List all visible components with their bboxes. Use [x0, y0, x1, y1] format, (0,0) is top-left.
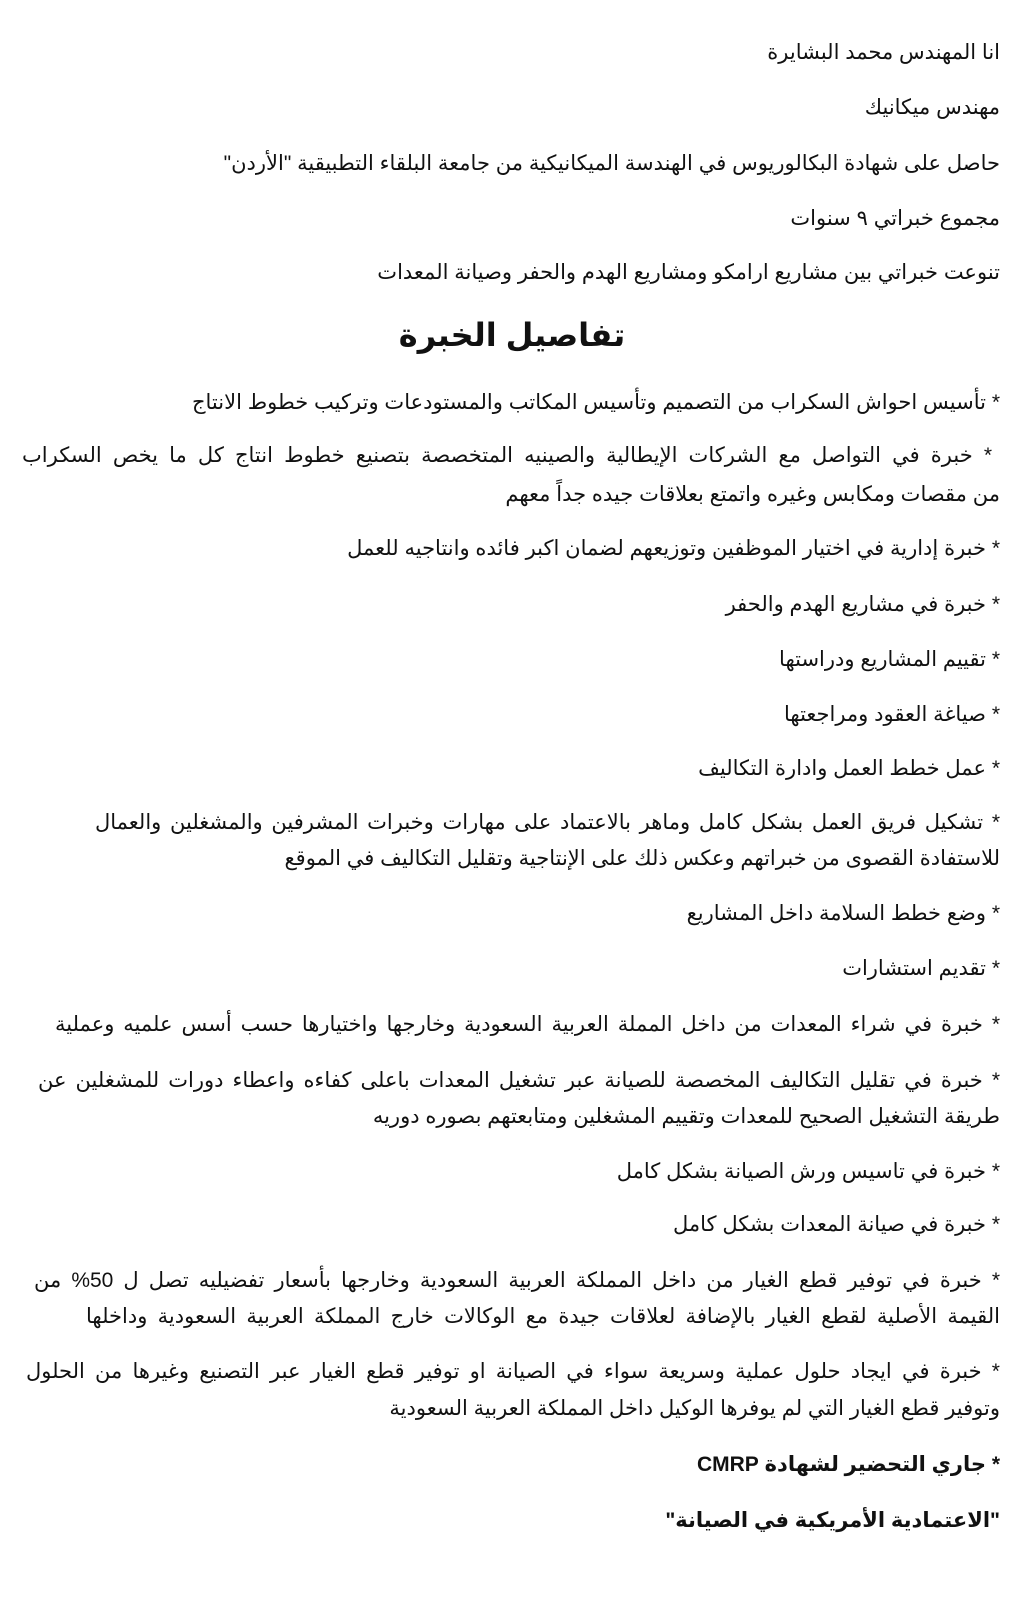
bullet-item: * تأسيس احواش السكراب من التصميم وتأسيس المكاتب والمستودعات وتركيب خطوط الانتاج [191, 391, 1000, 414]
intro-line-years: مجموع خبراتي ٩ سنوات [790, 207, 1000, 230]
bullet-item: * تشكيل فريق العمل بشكل كامل وماهر بالاعتماد على مهارات وخبرات المشرفين والمشغلين والعمال [95, 811, 1000, 834]
bullet-item: * خبرة في ايجاد حلول عملية وسريعة سواء في الصيانة او توفير قطع الغيار عبر التصنيع وغيرها من الحلول [26, 1360, 1000, 1383]
bullet-item: * خبرة في تاسيس ورش الصيانة بشكل كامل [616, 1160, 1000, 1183]
cert-line: * جاري التحضير لشهادة CMRP [696, 1453, 1000, 1476]
intro-line-experience: تنوعت خبراتي بين مشاريع ارامكو ومشاريع الهدم والحفر وصيانة المعدات [377, 261, 1000, 284]
bullet-item: * خبرة في تقليل التكاليف المخصصة للصيانة عبر تشغيل المعدات باعلى كفاءه واعطاء دورات للمشغلين عن [38, 1069, 1000, 1092]
bullet-item: * صياغة العقود ومراجعتها [783, 703, 1000, 726]
intro-line-name: انا المهندس محمد البشايرة [767, 41, 1000, 64]
section-heading: تفاصيل الخبرة [398, 317, 626, 353]
bullet-item: * خبرة في مشاريع الهدم والحفر [725, 593, 1000, 616]
bullet-item: * خبرة في توفير قطع الغيار من داخل المملكة العربية السعودية وخارجها بأسعار تفضيليه تصل ل 50% من [34, 1269, 1000, 1292]
bullet-item: * خبرة في صيانة المعدات بشكل كامل [672, 1213, 1000, 1236]
bullet-item-cont: للاستفادة القصوى من خبراتهم وعكس ذلك على الإنتاجية وتقليل التكاليف في الموقع [284, 847, 1000, 870]
bullet-item: * عمل خطط العمل وادارة التكاليف [698, 757, 1000, 780]
bullet-item: * خبرة في شراء المعدات من داخل المملة العربية السعودية وخارجها واختيارها حسب أسس علميه وعملية [55, 1013, 1000, 1036]
intro-line-title: مهندس ميكانيك [864, 96, 1000, 119]
bullet-item-cont: وتوفير قطع الغيار التي لم يوفرها الوكيل داخل المملكة العربية السعودية [389, 1397, 1000, 1420]
bullet-item: * تقييم المشاريع ودراستها [779, 648, 1000, 671]
bullet-item-cont: من مقصات ومكابس وغيره واتمتع بعلاقات جيده جداً معهم [505, 483, 1000, 506]
bullet-item: * وضع خطط السلامة داخل المشاريع [686, 902, 1000, 925]
bullet-item-cont: طريقة التشغيل الصحيح للمعدات وتقييم المشغلين ومتابعتهم بصوره دوريه [372, 1105, 1000, 1128]
bullet-item: * تقديم استشارات [842, 957, 1000, 980]
bullet-item-cont: القيمة الأصلية لقطع الغيار بالإضافة لعلاقات جيدة مع الوكالات خارج المملكة العربية السعودية وداخلها [86, 1305, 1000, 1328]
intro-line-degree: حاصل على شهادة البكالوريوس في الهندسة الميكانيكية من جامعة البلقاء التطبيقية "الأردن" [223, 152, 1000, 175]
bullet-item: * خبرة إدارية في اختيار الموظفين وتوزيعهم لضمان اكبر فائده وانتاجيه للعمل [347, 537, 1000, 560]
cert-name: "الاعتمادية الأمريكية في الصيانة" [665, 1509, 1000, 1532]
bullet-item: * خبرة في التواصل مع الشركات الإيطالية والصينيه المتخصصة بتصنيع خطوط انتاج كل ما يخص السكراب [22, 444, 992, 467]
